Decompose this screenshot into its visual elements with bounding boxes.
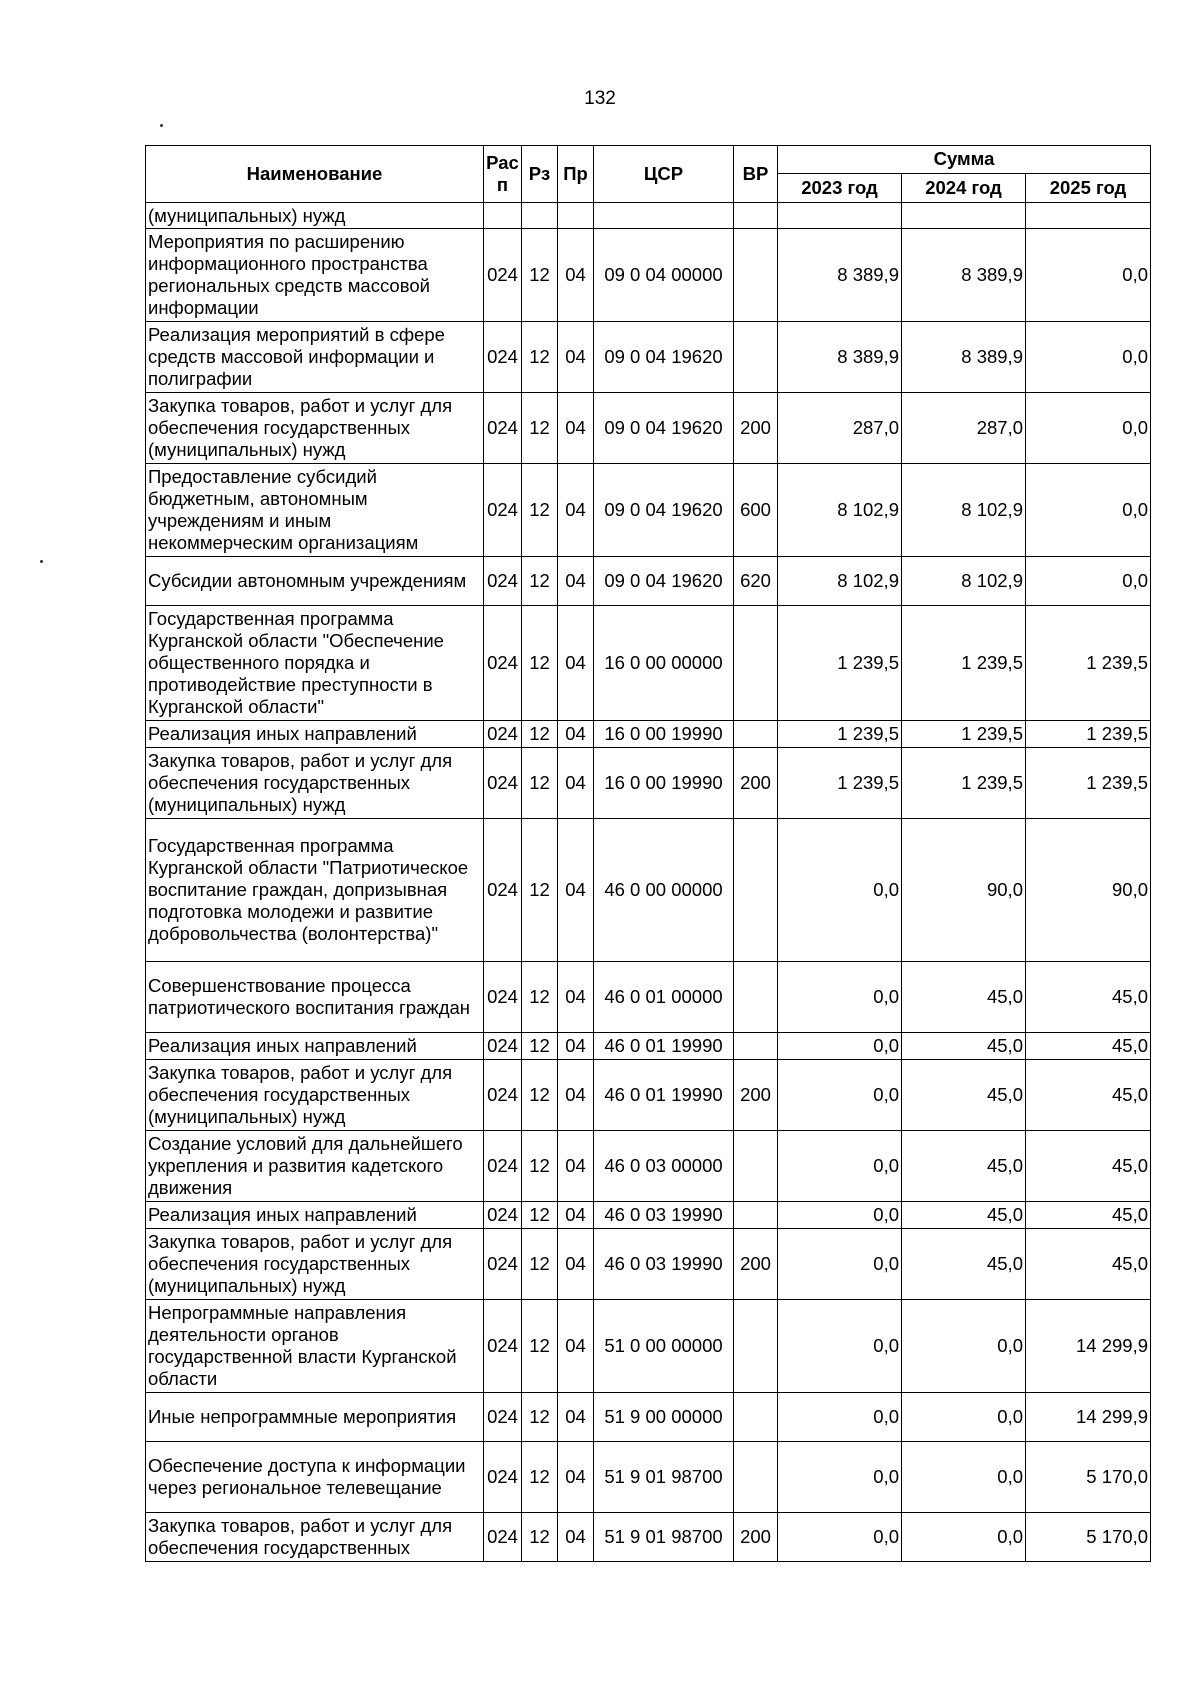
- row-sum-2024: 8 102,9: [902, 464, 1026, 557]
- row-pr: 04: [558, 1060, 594, 1131]
- row-vr: [734, 229, 778, 322]
- row-rz: 12: [522, 229, 558, 322]
- row-sum-2025: 0,0: [1026, 229, 1151, 322]
- header-name: Наименование: [146, 146, 484, 203]
- row-rasp: 024: [484, 393, 522, 464]
- row-csr: 46 0 03 19990: [594, 1229, 734, 1300]
- row-name: Создание условий для дальнейшего укрепления и развития кадетского движения: [146, 1131, 484, 1202]
- row-rasp: [484, 203, 522, 229]
- row-vr: [734, 1202, 778, 1229]
- row-name: Государственная программа Курганской области "Обеспечение общественного порядка и противодействие преступности в Курганской области": [146, 606, 484, 721]
- row-pr: 04: [558, 1033, 594, 1060]
- table-row: [146, 229, 1151, 322]
- row-vr: [734, 203, 778, 229]
- row-rz: [522, 203, 558, 229]
- table-row: [146, 322, 1151, 393]
- row-csr: 09 0 04 19620: [594, 557, 734, 606]
- row-sum-2025: 14 299,9: [1026, 1300, 1151, 1393]
- header-csr: ЦСР: [594, 146, 734, 203]
- row-rz: 12: [522, 748, 558, 819]
- row-name: Реализация иных направлений: [146, 1202, 484, 1229]
- row-sum-2025: 45,0: [1026, 1202, 1151, 1229]
- row-rz: 12: [522, 1229, 558, 1300]
- row-vr: 200: [734, 1513, 778, 1562]
- row-sum-2024: 0,0: [902, 1300, 1026, 1393]
- row-sum-2024: 45,0: [902, 1131, 1026, 1202]
- row-rz: 12: [522, 557, 558, 606]
- row-vr: [734, 1300, 778, 1393]
- row-sum-2025: 5 170,0: [1026, 1513, 1151, 1562]
- row-csr: 09 0 04 19620: [594, 464, 734, 557]
- row-rz: 12: [522, 464, 558, 557]
- row-sum-2023: 0,0: [778, 1229, 902, 1300]
- row-rasp: 024: [484, 464, 522, 557]
- row-rasp: 024: [484, 1131, 522, 1202]
- row-rz: 12: [522, 1033, 558, 1060]
- row-sum-2023: 1 239,5: [778, 721, 902, 748]
- row-vr: 600: [734, 464, 778, 557]
- row-rasp: 024: [484, 721, 522, 748]
- row-sum-2025: 0,0: [1026, 464, 1151, 557]
- row-csr: 09 0 04 19620: [594, 322, 734, 393]
- row-sum-2024: 45,0: [902, 1202, 1026, 1229]
- table-header: [146, 146, 1151, 203]
- row-csr: 46 0 03 19990: [594, 1202, 734, 1229]
- row-sum-2024: 1 239,5: [902, 606, 1026, 721]
- table-row: [146, 748, 1151, 819]
- row-sum-2023: 0,0: [778, 1033, 902, 1060]
- row-sum-2025: 1 239,5: [1026, 721, 1151, 748]
- row-rasp: 024: [484, 1229, 522, 1300]
- table-body: [146, 203, 1151, 1562]
- row-sum-2024: 8 389,9: [902, 229, 1026, 322]
- row-sum-2025: 45,0: [1026, 962, 1151, 1033]
- row-name: Мероприятия по расширению информационного пространства региональных средств массовой информации: [146, 229, 484, 322]
- row-pr: 04: [558, 393, 594, 464]
- row-pr: 04: [558, 962, 594, 1033]
- row-name: Закупка товаров, работ и услуг для обеспечения государственных: [146, 1513, 484, 1562]
- row-rasp: 024: [484, 1300, 522, 1393]
- table-row: [146, 557, 1151, 606]
- row-rz: 12: [522, 819, 558, 962]
- row-pr: 04: [558, 819, 594, 962]
- row-csr: 46 0 03 00000: [594, 1131, 734, 1202]
- row-csr: 46 0 00 00000: [594, 819, 734, 962]
- row-sum-2023: 0,0: [778, 1202, 902, 1229]
- row-sum-2023: 8 102,9: [778, 464, 902, 557]
- row-pr: 04: [558, 1229, 594, 1300]
- row-rasp: 024: [484, 1060, 522, 1131]
- row-name: Реализация иных направлений: [146, 721, 484, 748]
- row-vr: [734, 606, 778, 721]
- row-sum-2023: 0,0: [778, 1131, 902, 1202]
- header-vr: ВР: [734, 146, 778, 203]
- row-vr: [734, 1393, 778, 1442]
- table-row: [146, 203, 1151, 229]
- row-sum-2024: 8 389,9: [902, 322, 1026, 393]
- row-vr: 200: [734, 748, 778, 819]
- row-rz: 12: [522, 1060, 558, 1131]
- row-sum-2023: 0,0: [778, 1513, 902, 1562]
- header-year-2023: 2023 год: [778, 173, 902, 202]
- row-pr: 04: [558, 1131, 594, 1202]
- row-pr: 04: [558, 1300, 594, 1393]
- row-sum-2025: 0,0: [1026, 322, 1151, 393]
- row-rz: 12: [522, 1442, 558, 1513]
- scan-speck: [160, 124, 163, 127]
- table-row: [146, 819, 1151, 962]
- table-row: [146, 1300, 1151, 1393]
- table-row: [146, 1131, 1151, 1202]
- table-row: [146, 1060, 1151, 1131]
- row-name: Субсидии автономным учреждениям: [146, 557, 484, 606]
- row-csr: [594, 203, 734, 229]
- row-name: Реализация иных направлений: [146, 1033, 484, 1060]
- row-csr: 51 0 00 00000: [594, 1300, 734, 1393]
- row-vr: [734, 1131, 778, 1202]
- row-sum-2023: 8 102,9: [778, 557, 902, 606]
- table-row: [146, 1442, 1151, 1513]
- table-row: [146, 1202, 1151, 1229]
- row-rasp: 024: [484, 1442, 522, 1513]
- row-rasp: 024: [484, 557, 522, 606]
- row-pr: 04: [558, 721, 594, 748]
- header-year-2025: 2025 год: [1026, 173, 1151, 202]
- scan-speck: [40, 560, 43, 563]
- row-vr: [734, 322, 778, 393]
- row-sum-2024: 90,0: [902, 819, 1026, 962]
- row-sum-2023: 1 239,5: [778, 606, 902, 721]
- row-vr: [734, 819, 778, 962]
- row-name: Закупка товаров, работ и услуг для обеспечения государственных (муниципальных) нужд: [146, 1229, 484, 1300]
- row-rasp: 024: [484, 1513, 522, 1562]
- row-pr: 04: [558, 1202, 594, 1229]
- row-vr: [734, 962, 778, 1033]
- row-rz: 12: [522, 721, 558, 748]
- row-pr: 04: [558, 748, 594, 819]
- row-csr: 16 0 00 19990: [594, 748, 734, 819]
- row-pr: 04: [558, 606, 594, 721]
- row-vr: [734, 1033, 778, 1060]
- row-pr: 04: [558, 229, 594, 322]
- row-sum-2024: 287,0: [902, 393, 1026, 464]
- row-sum-2023: 0,0: [778, 819, 902, 962]
- row-csr: 51 9 01 98700: [594, 1442, 734, 1513]
- table-row: [146, 1393, 1151, 1442]
- row-rz: 12: [522, 1513, 558, 1562]
- row-sum-2025: [1026, 203, 1151, 229]
- table-row: [146, 1513, 1151, 1562]
- row-csr: 16 0 00 00000: [594, 606, 734, 721]
- row-rz: 12: [522, 1131, 558, 1202]
- row-name: Предоставление субсидий бюджетным, автономным учреждениям и иным некоммерческим организациям: [146, 464, 484, 557]
- row-sum-2025: 0,0: [1026, 557, 1151, 606]
- row-csr: 46 0 01 19990: [594, 1033, 734, 1060]
- row-pr: 04: [558, 1442, 594, 1513]
- row-vr: 200: [734, 393, 778, 464]
- row-sum-2024: 0,0: [902, 1513, 1026, 1562]
- table-row: [146, 1033, 1151, 1060]
- row-sum-2024: 45,0: [902, 1229, 1026, 1300]
- row-csr: 09 0 04 19620: [594, 393, 734, 464]
- page-number: 132: [584, 88, 616, 109]
- row-name: Государственная программа Курганской области "Патриотическое воспитание граждан, допризывная подготовка молодежи и развитие добровольчества (волонтерства)": [146, 819, 484, 962]
- row-sum-2024: 1 239,5: [902, 721, 1026, 748]
- row-sum-2025: 45,0: [1026, 1033, 1151, 1060]
- row-sum-2024: 1 239,5: [902, 748, 1026, 819]
- row-sum-2025: 45,0: [1026, 1060, 1151, 1131]
- row-sum-2023: 0,0: [778, 1442, 902, 1513]
- row-vr: 200: [734, 1229, 778, 1300]
- row-csr: 51 9 01 98700: [594, 1513, 734, 1562]
- row-sum-2024: 0,0: [902, 1393, 1026, 1442]
- row-sum-2024: 45,0: [902, 1060, 1026, 1131]
- row-sum-2025: 1 239,5: [1026, 606, 1151, 721]
- table-row: [146, 1229, 1151, 1300]
- row-rz: 12: [522, 393, 558, 464]
- row-rasp: 024: [484, 748, 522, 819]
- row-vr: [734, 1442, 778, 1513]
- row-name: (муниципальных) нужд: [146, 203, 484, 229]
- row-vr: [734, 721, 778, 748]
- row-pr: 04: [558, 557, 594, 606]
- row-rasp: 024: [484, 819, 522, 962]
- row-sum-2023: 8 389,9: [778, 229, 902, 322]
- row-sum-2024: 45,0: [902, 962, 1026, 1033]
- row-pr: 04: [558, 1393, 594, 1442]
- row-name: Непрограммные направления деятельности органов государственной власти Курганской области: [146, 1300, 484, 1393]
- header-year-2024: 2024 год: [902, 173, 1026, 202]
- row-pr: [558, 203, 594, 229]
- row-sum-2024: 0,0: [902, 1442, 1026, 1513]
- row-sum-2025: 90,0: [1026, 819, 1151, 962]
- row-rasp: 024: [484, 606, 522, 721]
- row-vr: 200: [734, 1060, 778, 1131]
- row-rz: 12: [522, 1202, 558, 1229]
- row-rz: 12: [522, 1300, 558, 1393]
- row-rasp: 024: [484, 1393, 522, 1442]
- row-name: Закупка товаров, работ и услуг для обеспечения государственных (муниципальных) нужд: [146, 1060, 484, 1131]
- row-sum-2025: 1 239,5: [1026, 748, 1151, 819]
- row-sum-2025: 45,0: [1026, 1229, 1151, 1300]
- row-sum-2023: 0,0: [778, 962, 902, 1033]
- row-rz: 12: [522, 322, 558, 393]
- header-rz: Рз: [522, 146, 558, 203]
- row-rasp: 024: [484, 229, 522, 322]
- row-csr: 51 9 00 00000: [594, 1393, 734, 1442]
- table-row: [146, 962, 1151, 1033]
- table-row: [146, 393, 1151, 464]
- row-pr: 04: [558, 322, 594, 393]
- row-name: Обеспечение доступа к информации через региональное телевещание: [146, 1442, 484, 1513]
- row-rasp: 024: [484, 1202, 522, 1229]
- row-sum-2024: 45,0: [902, 1033, 1026, 1060]
- row-sum-2023: 0,0: [778, 1300, 902, 1393]
- row-rasp: 024: [484, 1033, 522, 1060]
- row-name: Закупка товаров, работ и услуг для обеспечения государственных (муниципальных) нужд: [146, 393, 484, 464]
- table-row: [146, 721, 1151, 748]
- header-pr: Пр: [558, 146, 594, 203]
- row-pr: 04: [558, 1513, 594, 1562]
- row-name: Реализация мероприятий в сфере средств массовой информации и полиграфии: [146, 322, 484, 393]
- row-csr: 46 0 01 19990: [594, 1060, 734, 1131]
- row-sum-2023: 0,0: [778, 1060, 902, 1131]
- row-csr: 16 0 00 19990: [594, 721, 734, 748]
- table-row: [146, 464, 1151, 557]
- row-sum-2025: 0,0: [1026, 393, 1151, 464]
- row-sum-2025: 5 170,0: [1026, 1442, 1151, 1513]
- row-rasp: 024: [484, 322, 522, 393]
- row-rz: 12: [522, 1393, 558, 1442]
- row-name: Иные непрограммные мероприятия: [146, 1393, 484, 1442]
- budget-table: [145, 145, 1151, 1562]
- row-pr: 04: [558, 464, 594, 557]
- row-rasp: 024: [484, 962, 522, 1033]
- header-sum: Сумма: [778, 146, 1151, 174]
- row-name: Закупка товаров, работ и услуг для обеспечения государственных (муниципальных) нужд: [146, 748, 484, 819]
- row-sum-2024: [902, 203, 1026, 229]
- header-rasp: Рас п: [484, 146, 522, 203]
- row-sum-2023: 287,0: [778, 393, 902, 464]
- row-name: Совершенствование процесса патриотического воспитания граждан: [146, 962, 484, 1033]
- table-row: [146, 606, 1151, 721]
- row-sum-2025: 14 299,9: [1026, 1393, 1151, 1442]
- row-sum-2023: 1 239,5: [778, 748, 902, 819]
- row-sum-2023: [778, 203, 902, 229]
- row-csr: 46 0 01 00000: [594, 962, 734, 1033]
- row-sum-2023: 8 389,9: [778, 322, 902, 393]
- row-csr: 09 0 04 00000: [594, 229, 734, 322]
- row-sum-2024: 8 102,9: [902, 557, 1026, 606]
- row-sum-2023: 0,0: [778, 1393, 902, 1442]
- row-vr: 620: [734, 557, 778, 606]
- row-rz: 12: [522, 962, 558, 1033]
- row-sum-2025: 45,0: [1026, 1131, 1151, 1202]
- row-rz: 12: [522, 606, 558, 721]
